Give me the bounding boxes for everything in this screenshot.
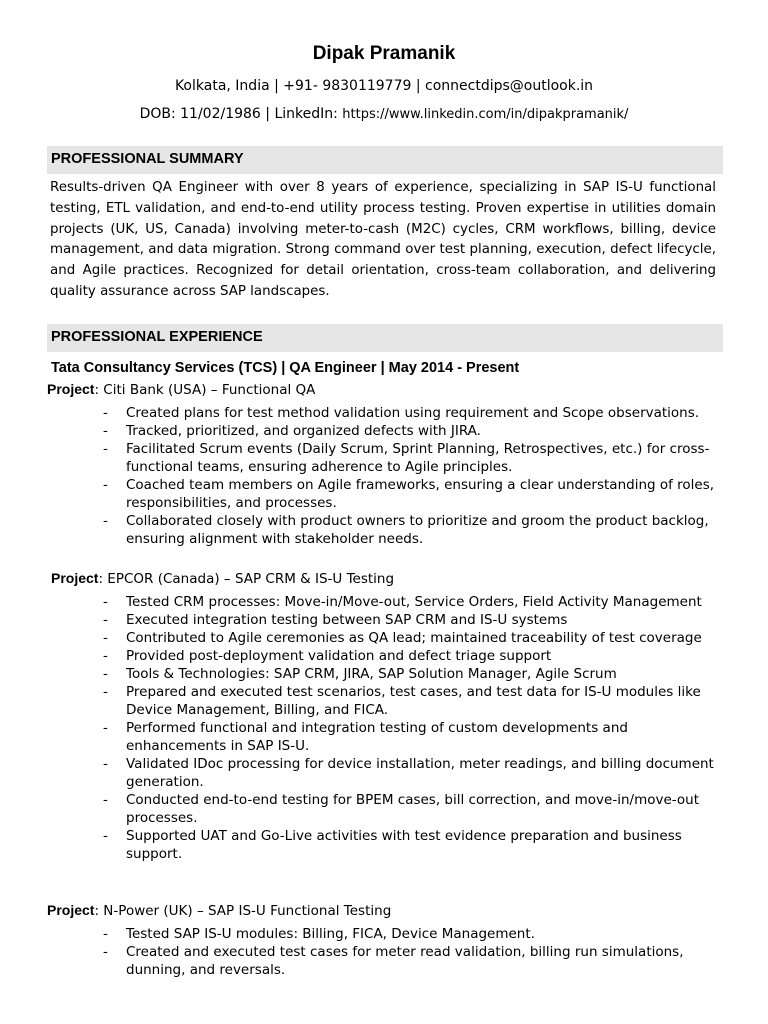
bullet-dash: - (103, 441, 108, 457)
experience-heading: PROFESSIONAL EXPERIENCE (47, 324, 723, 352)
dob-label: DOB: 11/02/1986 | LinkedIn: (139, 106, 343, 122)
project-label: Project (47, 381, 95, 397)
bullet-dash: - (103, 513, 108, 529)
project-label: Project (51, 570, 99, 586)
summary-text: Results-driven QA Engineer with over 8 years of experience, specializing in SAP IS-U functional testing, ETL validation, and end-to-end utility process testing. Proven expertise in utilities domain projects (UK, US, Canada) involving meter-to-cash (M2C) cycles, CRM workflows, billing, device management, and data migration. Strong command over test planning, execution, defect lifecycle, and Agile practices. Recognized for detail orientation, cross-team collaboration, and delivering quality assurance across SAP landscapes. (50, 180, 716, 299)
bullet-dash: - (103, 423, 108, 439)
list-item: - Facilitated Scrum events (Daily Scrum, Sprint Planning, Retrospectives, etc.) for cross-functional teams, ensuring adherence to Agile principles. (103, 441, 710, 475)
project-title-citi (47, 381, 315, 398)
project-name: : Citi Bank (USA) – Functional QA (94, 382, 316, 398)
bullet-dash: - (103, 792, 108, 808)
list-item: - Executed integration testing between SAP CRM and IS-U systems (103, 612, 568, 628)
contact-line: Kolkata, India | +91- 9830119779 | connectdips@outlook.in (174, 78, 594, 94)
list-item: - Tested CRM processes: Move-in/Move-out, Service Orders, Field Activity Management (103, 594, 702, 610)
bullet-dash: - (103, 594, 108, 610)
list-item: - Collaborated closely with product owners to prioritize and groom the product backlog, ensuring alignment with stakeholder needs. (103, 513, 709, 547)
project-label: Project (47, 902, 95, 918)
list-item: - Tracked, prioritized, and organized defects with JIRA. (103, 423, 481, 439)
bullet-dash: - (103, 828, 108, 844)
bullet-dash: - (103, 944, 108, 960)
project-name: : N-Power (UK) – SAP IS-U Functional Testing (94, 903, 392, 919)
bullet-dash: - (103, 684, 108, 700)
bullet-dash: - (103, 405, 108, 421)
linkedin-link[interactable]: https://www.linkedin.com/in/dipakpramanik/ (342, 107, 629, 122)
project-name: : EPCOR (Canada) – SAP CRM & IS-U Testing (98, 571, 395, 587)
list-item: - Supported UAT and Go-Live activities with test evidence preparation and business support. (103, 828, 682, 862)
project-bullets-citi (103, 404, 723, 548)
list-item: - Performed functional and integration testing of custom developments and enhancements in SAP IS-U. (103, 720, 628, 754)
list-item: - Provided post-deployment validation and defect triage support (103, 648, 552, 664)
summary-heading: PROFESSIONAL SUMMARY (47, 146, 723, 174)
bullet-dash: - (103, 926, 108, 942)
list-item: - Conducted end-to-end testing for BPEM cases, bill correction, and move-in/move-out processes. (103, 792, 700, 826)
list-item: - Coached team members on Agile frameworks, ensuring a clear understanding of roles, responsibilities, and processes. (103, 477, 715, 511)
company-line: Tata Consultancy Services (TCS) | QA Engineer | May 2014 - Present (51, 360, 520, 376)
bullet-dash: - (103, 648, 108, 664)
bullet-dash: - (103, 612, 108, 628)
bullet-dash: - (103, 666, 108, 682)
bullet-dash: - (103, 756, 108, 772)
list-item: - Tested SAP IS-U modules: Billing, FICA, Device Management. (103, 926, 535, 942)
bullet-dash: - (103, 720, 108, 736)
dob-linkedin-line (0, 106, 768, 122)
bullet-dash: - (103, 630, 108, 646)
list-item: - Validated IDoc processing for device installation, meter readings, and billing document generation. (103, 756, 714, 790)
list-item: - Prepared and executed test scenarios, test cases, and test data for IS-U modules like Device Management, Billing, and FICA. (103, 684, 701, 718)
project-bullets-npower (103, 925, 723, 979)
list-item: - Created and executed test cases for meter read validation, billing run simulations, dunning, and reversals. (103, 944, 684, 978)
list-item: - Created plans for test method validation using requirement and Scope observations. (103, 405, 700, 421)
project-bullets-epcor (103, 593, 723, 863)
candidate-name: Dipak Pramanik (312, 43, 456, 64)
list-item: - Tools & Technologies: SAP CRM, JIRA, SAP Solution Manager, Agile Scrum (103, 666, 617, 682)
list-item: - Contributed to Agile ceremonies as QA lead; maintained traceability of test coverage (103, 630, 702, 646)
bullet-dash: - (103, 477, 108, 493)
project-title-npower (47, 902, 391, 919)
project-title-epcor (51, 570, 394, 587)
